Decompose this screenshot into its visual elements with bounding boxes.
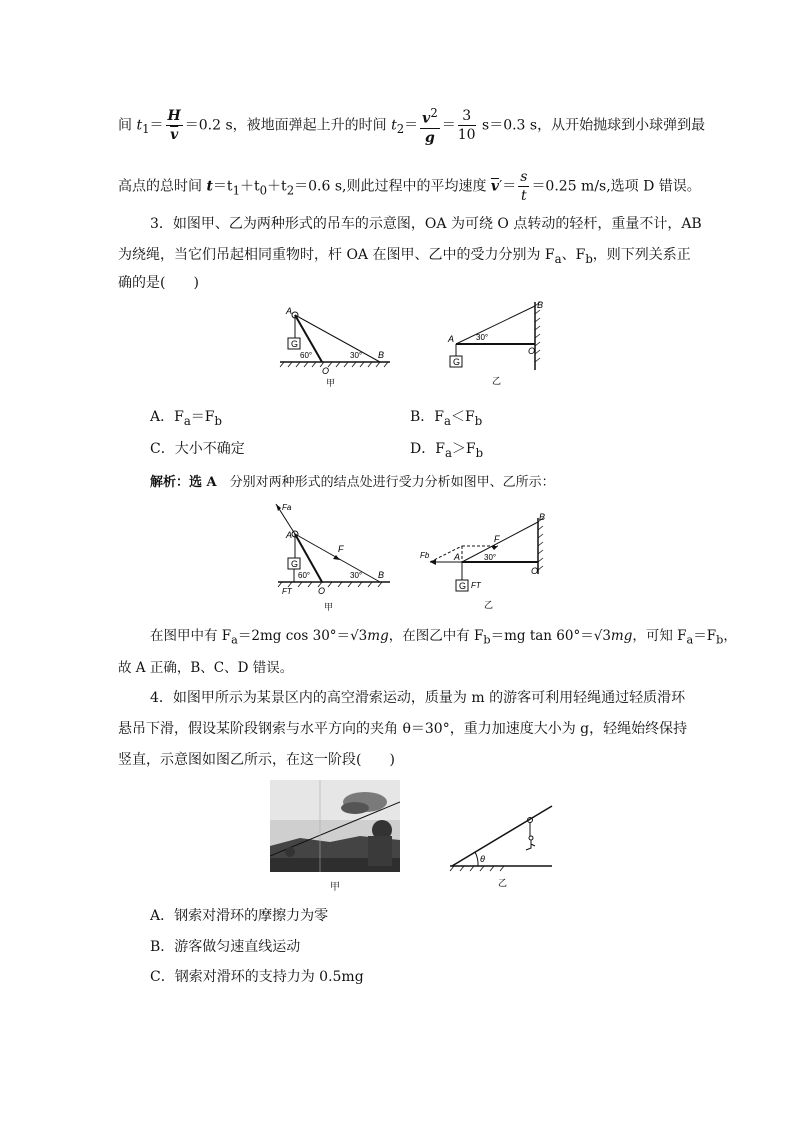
q3-option-D xyxy=(410,438,483,460)
label-FT: FT xyxy=(471,581,481,590)
text: ＝F xyxy=(190,409,215,425)
solution-line-2 xyxy=(118,168,701,205)
cloud-dark xyxy=(341,802,369,814)
sub: a xyxy=(444,413,451,428)
q3-option-B xyxy=(410,406,482,428)
q3-analysis xyxy=(150,471,555,490)
sub: b xyxy=(214,413,222,428)
caption-yi: 乙 xyxy=(484,600,494,610)
label-Fb: Fb xyxy=(420,551,430,560)
text-segment: 高点的总时间 xyxy=(118,178,207,195)
cable xyxy=(452,806,552,866)
sub: a xyxy=(183,413,191,428)
label-F: F xyxy=(494,534,500,544)
q4-line-3: 竖直，示意图如图乙所示，在这一阶段( ) xyxy=(118,752,395,768)
label-A: A xyxy=(286,530,293,540)
q3-line-1: 3．如图甲、乙为两种形式的吊车的示意图，OA 为可绕 O 点转动的轻杆，重量不计，AB xyxy=(150,216,702,232)
angle-arc xyxy=(475,852,478,866)
sub: 0 xyxy=(259,183,268,198)
label-FT: FT xyxy=(282,587,292,596)
text: 在图甲中有 F xyxy=(150,628,232,644)
q3-line-2 xyxy=(118,244,691,266)
var-H: H xyxy=(167,107,181,124)
caption-jia: 甲 xyxy=(326,378,336,388)
arrowhead-F xyxy=(491,546,498,550)
solution-line-1: 间 $t_1=$ $\frac{H}{v}$ ＝0.2 s，被地面弹起上升的时间 $t_2=$ $\frac{v^2}{g}$ ＝ $\frac{3}{10}$ s＝0.3 s，从开始抛球到小球弹到最 xyxy=(118,106,706,146)
caption-jia: 甲 xyxy=(324,602,334,612)
var-v: $\overline{v}$ xyxy=(490,178,500,195)
sub: b xyxy=(475,445,484,460)
label-Fa: Fa xyxy=(282,503,292,512)
sqrt3: √3 xyxy=(350,628,368,644)
person-head xyxy=(529,836,533,840)
analysis-head: 解析：选 A xyxy=(150,475,217,490)
text-segment: ＝0.6 s,则此过程中的平均速度 xyxy=(294,178,491,195)
sub: 2 xyxy=(396,122,405,137)
rider-2 xyxy=(285,847,295,857)
var-t: t xyxy=(521,188,527,204)
text-segment: ′＝ xyxy=(499,178,517,195)
sub: b xyxy=(474,413,483,428)
text-segment: ，则下列关系正 xyxy=(592,247,691,263)
label-B: B xyxy=(537,300,544,310)
mg: mg xyxy=(367,628,389,644)
label-theta: θ xyxy=(480,854,485,864)
zipline-photo-illustration xyxy=(270,780,400,872)
q4-figure-yi xyxy=(440,800,560,890)
q3-analysis-figure-yi xyxy=(418,512,556,616)
label-O: O xyxy=(322,366,330,376)
sub: a xyxy=(231,633,238,647)
label-G: G xyxy=(453,357,461,367)
text: ＞F xyxy=(451,441,476,457)
label-O: O xyxy=(318,586,326,596)
text-segment: ＝ xyxy=(149,117,164,134)
q3-option-C: C．大小不确定 xyxy=(150,441,245,457)
label-F: F xyxy=(338,544,344,554)
fraction-3-over-10 xyxy=(458,107,476,144)
q4-caption-jia: 甲 xyxy=(330,882,340,893)
label-30: 30° xyxy=(350,571,363,580)
text-segment: ＝0.2 s，被地面弹起上升的时间 xyxy=(184,117,392,134)
text: ＜F xyxy=(450,409,475,425)
sub: a xyxy=(444,445,452,460)
q4-option-C: C．钢索对滑环的支持力为 0.5mg xyxy=(150,969,364,985)
label-O: O xyxy=(528,346,536,356)
sqrt3: √3 xyxy=(593,628,611,644)
label-B: B xyxy=(378,350,385,360)
rider-body xyxy=(368,836,392,866)
label-O: O xyxy=(531,566,539,576)
sub: a xyxy=(686,633,694,647)
q4-option-A: A．钢索对滑环的摩擦力为零 xyxy=(150,908,329,924)
caption-yi: 乙 xyxy=(498,878,508,888)
person-body xyxy=(526,840,535,850)
sub: 1 xyxy=(142,122,150,137)
q4-line-1: 4．如图甲所示为某景区内的高空滑索运动，质量为 m 的游客可利用轻绳通过轻质滑环 xyxy=(150,690,686,706)
var-v: v xyxy=(422,110,431,127)
label-60: 60° xyxy=(300,351,313,360)
label-A: A xyxy=(448,334,455,344)
caption-yi: 乙 xyxy=(492,376,502,386)
text-segment: 为绕绳，当它们吊起相同重物时，杆 OA 在图甲、乙中的受力分别为 F xyxy=(118,247,555,263)
q3-answer-line-1 xyxy=(150,624,737,647)
text: ，可知 F xyxy=(632,628,687,644)
q3-option-A xyxy=(150,406,222,428)
text-segment: ＋t xyxy=(267,178,287,195)
text-segment: ＝0.25 m/s,选项 D 错误。 xyxy=(531,178,701,195)
q4-photo-zipline xyxy=(270,780,400,872)
label-30: 30° xyxy=(476,333,489,342)
var-g: g xyxy=(425,129,435,146)
sub: b xyxy=(716,633,724,647)
label-B: B xyxy=(378,570,385,580)
label-G: G xyxy=(291,339,299,349)
q3-figure-jia xyxy=(270,300,400,390)
label-A: A xyxy=(454,552,461,562)
text-segment: ＝t xyxy=(212,178,233,195)
vbar xyxy=(491,179,499,195)
q4-option-B: B．游客做匀速直线运动 xyxy=(150,939,301,955)
var-s: s xyxy=(520,169,528,185)
label-30: 30° xyxy=(484,553,497,562)
q4-line-2: 悬吊下滑，假设某阶段钢索与水平方向的夹角 θ＝30°，重力加速度大小为 g，轻绳始终保持 xyxy=(118,721,688,737)
text-segment: ＋t xyxy=(239,178,260,195)
text: A．F xyxy=(150,409,184,425)
sub: b xyxy=(483,633,491,647)
text: B．F xyxy=(410,409,445,425)
var-v: v xyxy=(170,126,179,143)
label-30: 30° xyxy=(350,351,363,360)
sub: a xyxy=(554,251,562,266)
text: ＝F xyxy=(693,628,717,644)
text: ，在图乙中有 F xyxy=(388,628,484,644)
text: ＝mg tan 60°＝ xyxy=(490,628,594,644)
fraction-s-over-t xyxy=(518,168,529,205)
sub: 2 xyxy=(286,183,295,198)
label-A: A xyxy=(286,306,293,316)
sub: b xyxy=(585,251,593,266)
q3-figure-yi xyxy=(440,298,560,390)
text-segment: s＝0.3 s，从开始抛球到小球弹到最 xyxy=(477,117,706,134)
q3-answer-line-2: 故 A 正确，B、C、D 错误。 xyxy=(118,660,294,676)
mg: mg xyxy=(610,628,633,644)
text-segment: 间 xyxy=(118,117,137,134)
label-60: 60° xyxy=(298,571,311,580)
var-t: t xyxy=(136,117,143,134)
label-B: B xyxy=(539,512,546,522)
den: 10 xyxy=(457,126,476,143)
var-t: t xyxy=(391,117,397,134)
text: ＝2mg cos 30°＝ xyxy=(237,628,351,644)
label-G: G xyxy=(291,559,299,569)
q3-line-3: 确的是( ) xyxy=(118,275,199,291)
label-G: G xyxy=(459,581,467,591)
rope-AB xyxy=(462,522,538,562)
num: 3 xyxy=(458,107,476,126)
analysis-text: 分别对两种形式的结点处进行受力分析如图甲、乙所示： xyxy=(216,475,555,490)
fraction-H-over-v xyxy=(166,107,183,144)
text: ， xyxy=(723,628,737,644)
text-segment: 、F xyxy=(561,247,586,263)
sup: 2 xyxy=(430,106,438,120)
text: D．F xyxy=(410,441,445,457)
rope-AB xyxy=(456,306,535,344)
var-t: t xyxy=(206,178,213,195)
q3-analysis-figure-jia xyxy=(268,498,398,616)
sub: 1 xyxy=(232,183,240,198)
fraction-v2-over-g xyxy=(420,104,440,147)
